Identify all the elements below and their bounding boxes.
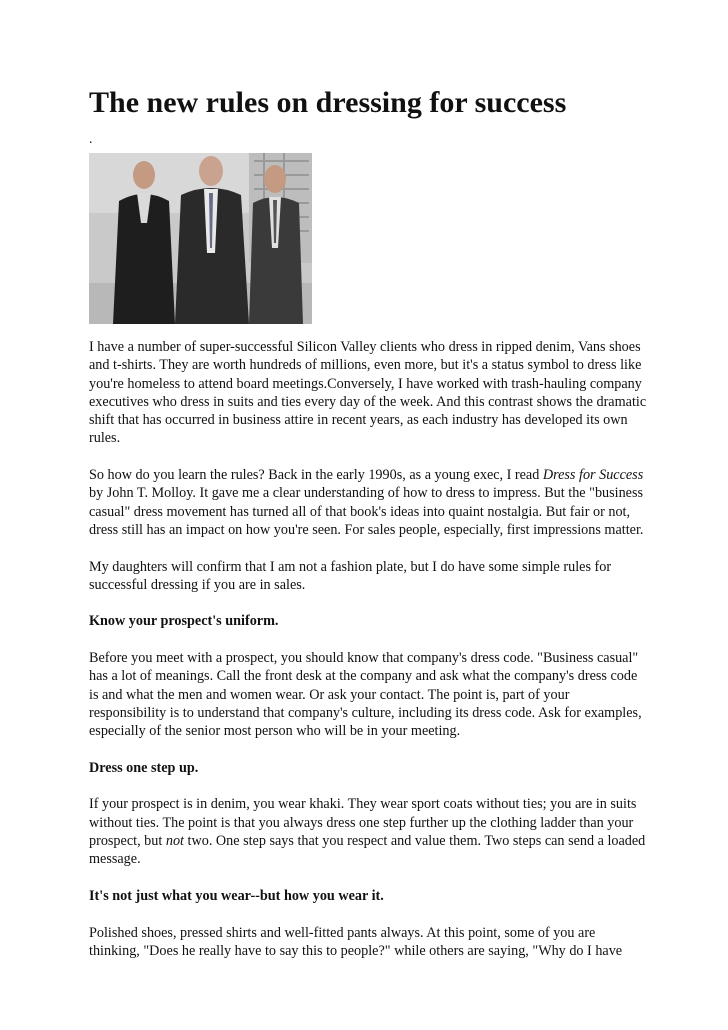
paragraph-3: My daughters will confirm that I am not a fashion plate, but I do have some simple rules for successful dressing if you are in sales. [89,558,612,593]
paragraph-2-text-a: So how do you learn the rules? Back in the early 1990s, as a young exec, I read [89,467,543,484]
heading-prospect-uniform: Know your prospect's uniform. [89,613,279,630]
paragraph-2-text-b: by John T. Molloy. It gave me a clear understanding of how to dress to impress. But the "business casual" dress movement has turned all of that book's ideas into quaint nostalgia. But fair or not, dress still has an impact on how you're seen. For sales people, especially, first impressions matter. [89,485,644,538]
paragraph-1: I have a number of super-successful Silicon Valley clients who dress in ripped denim, Vans shoes and t-shirts. They are worth hundreds of millions, even more, but it's a status symbol to dress like you're homeless to attend board meetings.Conversely, I have worked with trash-hauling company executives who dress in suits and ties every day of the week. And this contrast shows the dramatic shift that has occurred in business attire in recent years, as each industry has developed its own rules. [89,339,647,447]
paragraph-4: Before you meet with a prospect, you should know that company's dress code. "Business casual" has a lot of meanings. Call the front desk at the company and ask what the company's dress code is and what the men and women wear. Or ask your contact. The point is, part of your responsibility is to understand that company's culture, including its dress code. Ask for examples, especially of the senior most person who will be in your meeting. [89,650,642,740]
book-title: Dress for Success [542,467,644,484]
paragraph-5-text-a: If your prospect is in denim, you wear khaki. They wear sport coats without ties; you are in suits without ties. The point is that you always dress one step further up the clothing ladder than your prospect, but [89,796,637,850]
article-title: The new rules on dressing for success [89,86,567,119]
heading-dress-one-step: Dress one step up. [89,759,199,776]
paragraph-5 [89,795,649,868]
paragraph-2 [89,466,649,539]
heading-how-you-wear: It's not just what you wear--but how you wear it. [89,887,384,904]
paragraph-5-text-b: two. One step says that you respect and value them. Two steps can send a loaded message. [89,833,646,868]
title-dot: . [89,132,93,147]
article-photo [89,153,312,324]
paragraph-6: Polished shoes, pressed shirts and well-fitted pants always. At this point, some of you are thinking, "Does he really have to say this to people?" while others are saying, "Why do I have [89,924,623,959]
article-body [89,338,649,978]
emphasis-not: not [165,833,184,850]
three-businessmen-photo-icon [89,153,312,324]
